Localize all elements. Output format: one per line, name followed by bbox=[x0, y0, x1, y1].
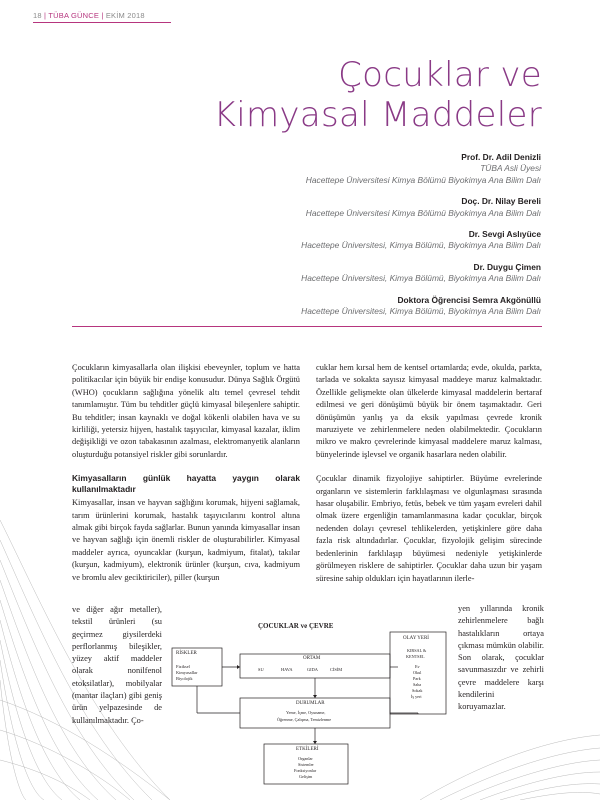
effects-item: Gelişim bbox=[299, 774, 313, 779]
effects-item: Fonksiyonlar bbox=[294, 768, 317, 773]
risks-title: RİSKLER bbox=[176, 651, 197, 656]
section-heading: Kimyasalların günlük hayatta yaygın olarak kullanılmaktadır bbox=[72, 473, 300, 495]
author-affiliation: Hacettepe Üniversitesi Kimya Bölümü Biyokimya Ana Bilim Dalı bbox=[305, 174, 541, 185]
body-paragraph: Çocuklar dinamik fizyolojiye sahiptirler. Büyüme evrelerinde organların ve sistemlerin farklılaşması ve olgunlaşması sırasında hasar oluşabilir. Embriyo, fetüs, bebek ve tüm yaşam evreleri dahil olmak üzere ergenliğin tamamlanmasına kadar çocuklar, birçok nedenden dolayı çevresel tehlikelerden, yetişkinlere göre daha fazla risk altındadırlar. Çocuklar, fizyolojik gelişim sürecinde bedenlerinin farklılaşıp büyümesi nedeniyle yetişkinlerde görülmeyen risklere de sahiptirler. Çocuklar daha uzun bir yaşam süresine sahip oldukları için hayatlarının ilerle- bbox=[316, 474, 542, 583]
author-entry bbox=[301, 229, 541, 252]
authors-divider bbox=[72, 326, 542, 327]
author-affiliation: Hacettepe Üniversitesi, Kimya Bölümü, Biyokimya Ana Bilim Dalı bbox=[301, 273, 541, 284]
place-item: Sokak bbox=[412, 688, 423, 693]
article-title bbox=[214, 55, 542, 135]
page-number: 18 bbox=[33, 11, 42, 20]
environment-title: ORTAM bbox=[303, 656, 321, 661]
author-entry bbox=[301, 262, 541, 285]
body-paragraph: Çocukların kimyasallarla olan ilişkisi ebeveynler, toplum ve hatta politikacılar için büyük bir endişe konusudur. Dünya Sağlık Örgütü (WHO) çocukların sağlığına yönelik altı temel çevresel tehdit tanımlamıştır. Tüm bu tehditler güçlü kimyasal bileşenlere sahiptir. Bu tehditler; insan kaynaklı ve doğal kökenli olabilen hava ve su kirliliği, yetersiz hijyen, hastalık taşıyıcılar, kimyasal kazalar, iklim değişikliği ve ozon tabakasının azalması, elektromanyetik alanların oluşturduğu potansiyel riskler gibi sorunlardır. bbox=[72, 363, 300, 459]
author-affiliation: Hacettepe Üniversitesi, Kimya Bölümü, Biyokimya Ana Bilim Dalı bbox=[301, 306, 541, 317]
author-entry bbox=[301, 196, 541, 219]
author-affiliation: Hacettepe Üniversitesi Kimya Bölümü Biyokimya Ana Bilim Dalı bbox=[305, 207, 541, 218]
risks-item: Fiziksel bbox=[176, 664, 190, 669]
environment-item: GIDA bbox=[307, 667, 318, 672]
publication-name: TÜBA GÜNCE bbox=[48, 11, 100, 20]
place-item: Saha bbox=[413, 682, 422, 687]
place-item: İş yeri bbox=[411, 694, 422, 699]
author-name: Doç. Dr. Nilay Bereli bbox=[461, 196, 541, 207]
conditions-line: Yeme, İçme, Oyuname, bbox=[286, 710, 326, 715]
body-paragraph: cuklar hem kırsal hem de kentsel ortamlarda; evde, okulda, parkta, tarlada ve sokakta sayısız kimyasal maddeye maruz kalmaktadır. Özellikle gelişmekte olan ülkelerde kimyasal maddelerin bertaraf edilmesi ve geri dönüşümü büyük bir önem taşımaktadır. Geri dönüşümün yanlış ya da eksik yapılması çevrede kronik maruziyete ve zehirlenmelere neden olabilmektedir. Çocukların mikro ve makro çevrelerinde kimyasal maddelere maruz kalması, bünyelerinde işlevsel ve organik hasarlara neden olabilir. bbox=[316, 363, 542, 459]
environment-item: CİSİM bbox=[330, 667, 343, 672]
environment-item: SU bbox=[258, 667, 264, 672]
author-list bbox=[301, 152, 541, 327]
author-name: Dr. Sevgi Aslıyüce bbox=[468, 229, 541, 240]
effects-item: Sistemler bbox=[298, 762, 314, 767]
author-name: Doktora Öğrencisi Semra Akgönüllü bbox=[397, 294, 541, 305]
children-environment-diagram bbox=[170, 618, 458, 800]
header-divider bbox=[33, 22, 171, 23]
effects-item: Organlar bbox=[298, 756, 313, 761]
author-affiliation: TÜBA Asli Üyesi bbox=[480, 163, 541, 174]
author-entry bbox=[301, 295, 541, 318]
author-affiliation: Hacettepe Üniversitesi, Kimya Bölümü, Biyokimya Ana Bilim Dalı bbox=[301, 240, 541, 251]
risks-item: Biyolojik bbox=[176, 676, 193, 681]
body-paragraph-wrap-right: yen yıllarında kronik zehirlenmelere bağlı hastalıkların ortaya çıkması mümkün olabilir. Son olarak, çocuklar savunmasızdır ve zehirli çevre maddelere karşı kendilerini koruyamazlar. bbox=[458, 604, 544, 712]
place-item: Okul bbox=[413, 670, 422, 675]
place-item: Ev bbox=[415, 664, 420, 669]
risks-item: Kimyasallar bbox=[176, 670, 198, 675]
body-column-right bbox=[316, 362, 542, 597]
running-header: 18 | TÜBA GÜNCE | EKİM 2018 bbox=[33, 11, 145, 20]
place-subtitle: KIRSAL & bbox=[407, 648, 427, 653]
environment-item: HAVA bbox=[281, 667, 293, 672]
conditions-title: DURUMLAR bbox=[296, 701, 325, 706]
body-column-left bbox=[72, 362, 300, 596]
body-paragraph: Kimyasallar, insan ve hayvan sağlığını korumak, hijyeni sağlamak, tarım ürünlerini korumak, hastalık taşıyıcılarını kontrol altına almak gibi birçok fayda sağlarlar. Bunun yanında kimyasallar insan ve hayvan sağlığı için önemli riskler de oluşturabilirler. Kimyasal maddeler ayrıca, oyuncaklar (kurşun, kadmiyum, fitalat), takılar (kurşun, kadmiyum), elektronik ürünler (kurşun, cıva, kadmiyum ve bromlu alev geciktiriciler), piller (kurşun bbox=[72, 498, 300, 582]
author-name: Dr. Duygu Çimen bbox=[473, 261, 541, 272]
author-name: Prof. Dr. Adil Denizli bbox=[461, 152, 541, 162]
author-entry bbox=[301, 152, 541, 186]
place-item: Park bbox=[413, 676, 421, 681]
effects-title: ETKİLERİ bbox=[296, 747, 319, 752]
conditions-line: Öğrenme, Çalışma, Temizlenme bbox=[277, 717, 332, 722]
title-line-1: Çocuklar ve bbox=[338, 55, 542, 95]
place-title: OLAY YERİ bbox=[403, 636, 429, 641]
title-line-2: Kimyasal Maddeler bbox=[213, 95, 542, 135]
issue-date: EKİM 2018 bbox=[105, 11, 145, 20]
body-paragraph-wrap-left: ve diğer ağır metaller), tekstil ürünleri (su geçirmez giysilerdeki perflorlanmış bileşikler, yüzey aktif maddeler olarak nonilfenol etoksilatlar), mobilyalar (mantar ilaçları) gibi geniş ürün yelpazesinde de kullanılmaktadır. Ço- bbox=[72, 605, 162, 725]
place-subtitle: KENTSEL bbox=[406, 654, 425, 659]
diagram-title: ÇOCUKLAR ve ÇEVRE bbox=[258, 622, 334, 630]
